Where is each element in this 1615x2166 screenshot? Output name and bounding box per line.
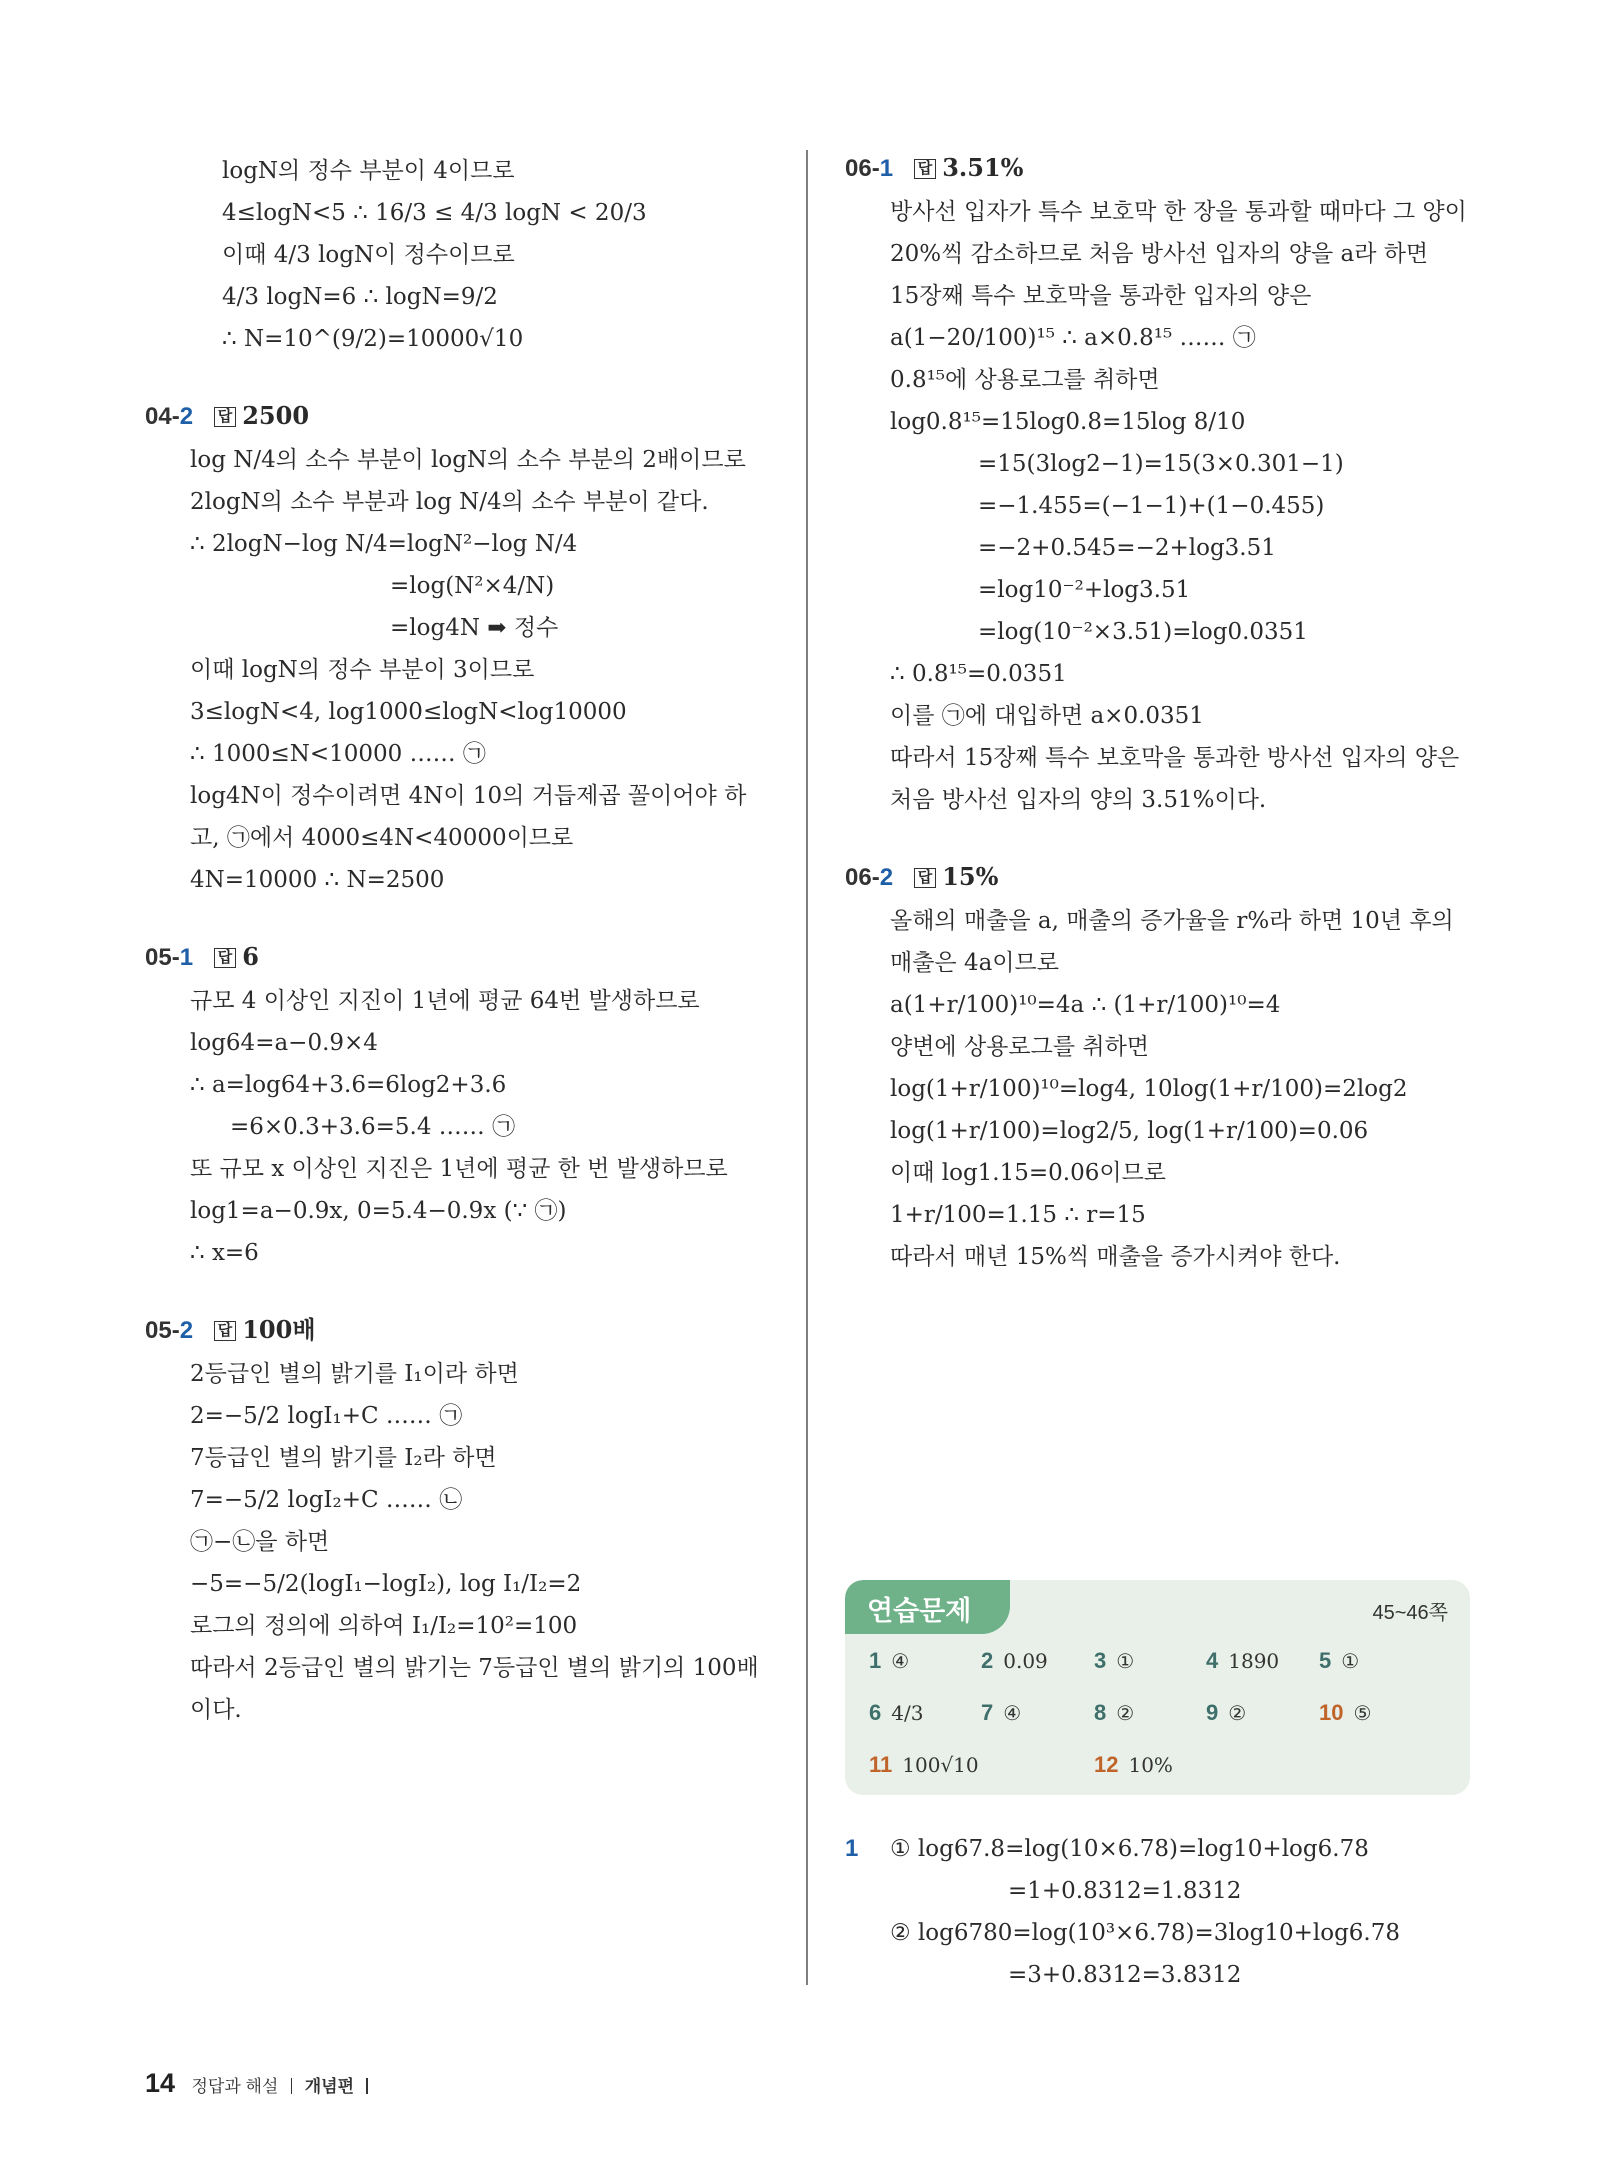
solution-1 xyxy=(890,1828,1490,1996)
answer-number: 9 xyxy=(1206,1700,1219,1725)
practice-answer xyxy=(1319,1648,1359,1674)
text-line: =−2+0.545=−2+log3.51 xyxy=(978,535,1276,561)
answer-number: 12 xyxy=(1094,1752,1119,1777)
text-line: ∴ N=10^(9/2)=10000√10 xyxy=(222,326,524,352)
text-line: 7=−5/2 logI₂+C …… ㉡ xyxy=(190,1487,463,1513)
answer-value: ④ xyxy=(1003,1701,1022,1725)
problem-number: 05- xyxy=(145,1317,180,1344)
text-line: 고, ㉠에서 4000≤4N<40000이므로 xyxy=(190,825,574,851)
practice-answer xyxy=(1206,1700,1246,1726)
text-line: 양변에 상용로그를 취하면 xyxy=(890,1034,1150,1060)
answer-value: 0.09 xyxy=(1003,1649,1048,1673)
answer-number: 7 xyxy=(981,1700,994,1725)
problem-heading-05-2 xyxy=(145,1312,790,1349)
text-line: 규모 4 이상인 지진이 1년에 평균 64번 발생하므로 xyxy=(190,988,700,1014)
answer-number: 6 xyxy=(869,1700,882,1725)
practice-answer xyxy=(1094,1648,1134,1674)
text-line: log N/4의 소수 부분이 logN의 소수 부분의 2배이므로 xyxy=(190,447,746,473)
answer-label: 답 xyxy=(914,868,937,888)
answer-number: 11 xyxy=(869,1752,893,1777)
text-line: ② log6780=log(10³×6.78)=3log10+log6.78 xyxy=(890,1920,1401,1946)
text-line: 따라서 매년 15%씩 매출을 증가시켜야 한다. xyxy=(890,1244,1341,1270)
practice-answer xyxy=(1094,1700,1134,1726)
text-line: log64=a−0.9×4 xyxy=(190,1030,378,1056)
problem-heading-06-2 xyxy=(845,859,1475,896)
text-line: log0.8¹⁵=15log0.8=15log 8/10 xyxy=(890,409,1246,435)
page-footer xyxy=(145,2068,376,2099)
answer-number: 8 xyxy=(1094,1700,1107,1725)
text-line: 4≤logN<5 ∴ 16/3 ≤ 4/3 logN < 20/3 xyxy=(222,200,647,226)
text-line: =log(N²×4/N) xyxy=(390,573,555,599)
problem-subnumber: 2 xyxy=(179,403,194,430)
problem-number: 06- xyxy=(845,155,880,182)
text-line: log(1+r/100)=log2/5, log(1+r/100)=0.06 xyxy=(890,1118,1369,1144)
text-line: 따라서 15장째 특수 보호막을 통과한 방사선 입자의 양은 xyxy=(890,745,1460,771)
answer-value: ① xyxy=(1341,1649,1360,1673)
problem-number: 04- xyxy=(145,403,180,430)
answer-number: 2 xyxy=(981,1648,994,1673)
practice-pages: 45~46쪽 xyxy=(1372,1602,1448,1624)
answer-value: 6 xyxy=(242,942,259,971)
text-line: =log(10⁻²×3.51)=log0.0351 xyxy=(978,619,1308,645)
problem-subnumber: 2 xyxy=(879,864,894,891)
answer-value: ⑤ xyxy=(1353,1701,1372,1725)
right-column xyxy=(845,150,1475,1278)
answer-value: ① xyxy=(1116,1649,1135,1673)
answer-value: 2500 xyxy=(242,401,310,430)
text-line: log(1+r/100)¹⁰=log4, 10log(1+r/100)=2log2 xyxy=(890,1076,1408,1102)
text-line: ∴ 0.8¹⁵=0.0351 xyxy=(890,661,1067,687)
text-line: 4/3 logN=6 ∴ logN=9/2 xyxy=(222,284,498,310)
problem-subnumber: 2 xyxy=(179,1317,194,1344)
answer-number: 5 xyxy=(1319,1648,1332,1673)
text-line: 올해의 매출을 a, 매출의 증가율을 r%라 하면 10년 후의 xyxy=(890,908,1454,934)
answer-value: 10% xyxy=(1128,1753,1173,1777)
answer-label: 답 xyxy=(214,1321,237,1341)
answer-value: 15% xyxy=(942,862,999,891)
text-line: 이때 4/3 logN이 정수이므로 xyxy=(222,242,515,268)
column-divider xyxy=(806,150,808,1985)
practice-answer xyxy=(981,1700,1021,1726)
practice-answer xyxy=(869,1648,909,1674)
text-line: ∴ 2logN−log N/4=logN²−log N/4 xyxy=(190,531,578,557)
text-line: 로그의 정의에 의하여 I₁/I₂=10²=100 xyxy=(190,1613,578,1639)
text-line: =−1.455=(−1−1)+(1−0.455) xyxy=(978,493,1325,519)
practice-answer xyxy=(1319,1700,1371,1726)
text-line: =log10⁻²+log3.51 xyxy=(978,577,1191,603)
text-line: =3+0.8312=3.8312 xyxy=(1008,1962,1242,1988)
text-line: 4N=10000 ∴ N=2500 xyxy=(190,867,445,893)
text-line: a(1−20/100)¹⁵ ∴ a×0.8¹⁵ …… ㉠ xyxy=(890,325,1256,351)
text-line: 20%씩 감소하므로 처음 방사선 입자의 양을 a라 하면 xyxy=(890,241,1429,267)
practice-answer xyxy=(869,1700,923,1726)
text-line: 매출은 4a이므로 xyxy=(890,950,1059,976)
answer-value: ④ xyxy=(891,1649,910,1673)
answer-value: ② xyxy=(1116,1701,1135,1725)
text-line: ㉠−㉡을 하면 xyxy=(190,1529,330,1555)
answer-number: 10 xyxy=(1319,1700,1344,1725)
text-line: 2logN의 소수 부분과 log N/4의 소수 부분이 같다. xyxy=(190,489,709,515)
text-line: log4N이 정수이려면 4N이 10의 거듭제곱 꼴이어야 하 xyxy=(190,783,747,809)
answer-value: ② xyxy=(1228,1701,1247,1725)
solution-number: 1 xyxy=(845,1835,859,1862)
text-line: =1+0.8312=1.8312 xyxy=(1008,1878,1242,1904)
text-line: 또 규모 x 이상인 지진은 1년에 평균 한 번 발생하므로 xyxy=(190,1156,728,1182)
text-line: ∴ a=log64+3.6=6log2+3.6 xyxy=(190,1072,507,1098)
text-line: =6×0.3+3.6=5.4 …… ㉠ xyxy=(230,1114,516,1140)
text-line: −5=−5/2(logI₁−logI₂), log I₁/I₂=2 xyxy=(190,1571,582,1597)
footer-separator xyxy=(366,2078,368,2094)
section-title: 개념편 xyxy=(304,2077,355,2096)
footer-separator xyxy=(291,2078,293,2094)
text-line: 이를 ㉠에 대입하면 a×0.0351 xyxy=(890,703,1204,729)
text-line: 2=−5/2 logI₁+C …… ㉠ xyxy=(190,1403,463,1429)
text-line: 3≤logN<4, log1000≤logN<log10000 xyxy=(190,699,627,725)
practice-answer xyxy=(981,1648,1048,1674)
book-title: 정답과 해설 xyxy=(191,2077,279,2096)
page-number: 14 xyxy=(145,2068,176,2098)
text-line: 2등급인 별의 밝기를 I₁이라 하면 xyxy=(190,1361,519,1387)
problem-heading-06-1 xyxy=(845,150,1475,187)
answer-number: 3 xyxy=(1094,1648,1107,1673)
answer-label: 답 xyxy=(914,159,937,179)
text-line: 7등급인 별의 밝기를 I₂라 하면 xyxy=(190,1445,497,1471)
text-line: log1=a−0.9x, 0=5.4−0.9x (∵ ㉠) xyxy=(190,1198,567,1224)
practice-answer xyxy=(869,1752,979,1778)
answer-value: 1890 xyxy=(1228,1649,1280,1673)
problem-heading-05-1 xyxy=(145,939,790,976)
answer-number: 4 xyxy=(1206,1648,1219,1673)
text-line: 15장째 특수 보호막을 통과한 입자의 양은 xyxy=(890,283,1312,309)
text-line: 이때 logN의 정수 부분이 3이므로 xyxy=(190,657,535,683)
left-column xyxy=(145,150,790,1731)
text-line: 방사선 입자가 특수 보호막 한 장을 통과할 때마다 그 양이 xyxy=(890,199,1467,225)
text-line: 0.8¹⁵에 상용로그를 취하면 xyxy=(890,367,1160,393)
problem-subnumber: 1 xyxy=(179,944,194,971)
text-line: =15(3log2−1)=15(3×0.301−1) xyxy=(978,451,1344,477)
text-line: ∴ 1000≤N<10000 …… ㉠ xyxy=(190,741,486,767)
answer-label: 답 xyxy=(214,948,237,968)
text-line: 따라서 2등급인 별의 밝기는 7등급인 별의 밝기의 100배 xyxy=(190,1655,759,1681)
problem-subnumber: 1 xyxy=(879,155,894,182)
practice-title: 연습문제 xyxy=(845,1580,1010,1634)
answer-value: 100배 xyxy=(242,1315,316,1344)
answer-value: 3.51% xyxy=(942,153,1024,182)
answer-label: 답 xyxy=(214,407,237,427)
text-line: 처음 방사선 입자의 양의 3.51%이다. xyxy=(890,787,1267,813)
text-line: 이다. xyxy=(190,1697,242,1723)
text-line: 1+r/100=1.15 ∴ r=15 xyxy=(890,1202,1146,1228)
problem-number: 05- xyxy=(145,944,180,971)
practice-answer xyxy=(1206,1648,1279,1674)
problem-number: 06- xyxy=(845,864,880,891)
text-line: a(1+r/100)¹⁰=4a ∴ (1+r/100)¹⁰=4 xyxy=(890,992,1281,1018)
text-line: logN의 정수 부분이 4이므로 xyxy=(222,158,515,184)
text-line: ∴ x=6 xyxy=(190,1240,259,1266)
text-line: 이때 log1.15=0.06이므로 xyxy=(890,1160,1167,1186)
practice-answer xyxy=(1094,1752,1173,1778)
problem-heading-04-2 xyxy=(145,398,790,435)
text-line: =log4N ➡ 정수 xyxy=(390,615,559,641)
text-line: ① log67.8=log(10×6.78)=log10+log6.78 xyxy=(890,1836,1369,1862)
answer-value: 100√10 xyxy=(902,1753,979,1777)
answer-number: 1 xyxy=(869,1648,882,1673)
answer-value: 4/3 xyxy=(891,1701,924,1725)
practice-answer-box xyxy=(845,1580,1470,1795)
